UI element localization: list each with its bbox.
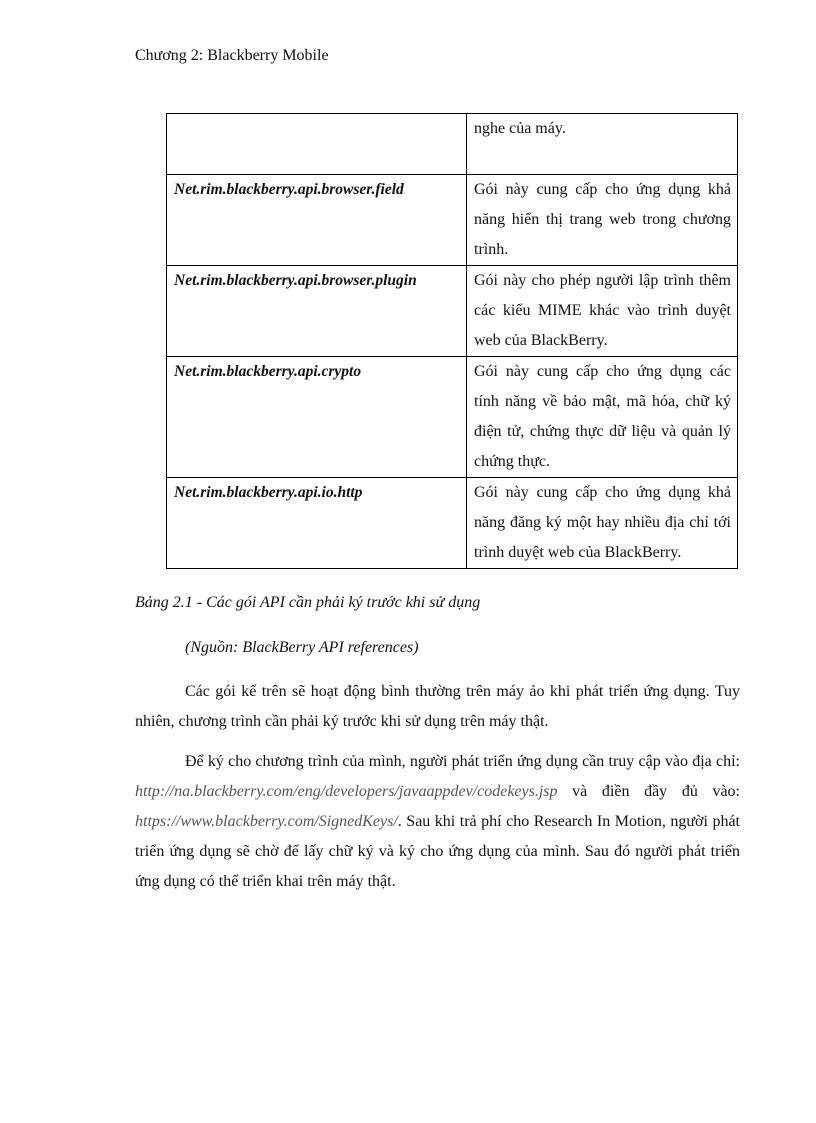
package-description-cell: Gói này cung cấp cho ứng dụng các tính năng về bảo mật, mã hóa, chữ ký điện tử, chứng thực dữ liệu và quản lý chứng thực. [467, 357, 738, 478]
paragraph-text: . Sau khi trả phí cho Research In Motion, người phát triển ứng dụng sẽ chờ để lấy chữ ký và ký cho ứng dụng của mình. Sau đó người phát triển ứng dụng có thể triển khai trên máy thật. [135, 813, 740, 890]
page-header: Chương 2: Blackberry Mobile [135, 47, 329, 64]
table-caption: Bảng 2.1 - Các gói API cần phải ký trước khi sử dụng [135, 594, 481, 611]
package-description-cell: Gói này cho phép người lập trình thêm các kiểu MIME khác vào trình duyệt web của BlackBerry. [467, 266, 738, 357]
package-name-cell: Net.rim.blackberry.api.io.http [167, 478, 467, 569]
package-name-cell: Net.rim.blackberry.api.crypto [167, 357, 467, 478]
package-description-cell: Gói này cung cấp cho ứng dụng khả năng hiển thị trang web trong chương trình. [467, 175, 738, 266]
package-description-cell: nghe của máy. [467, 114, 738, 175]
body-paragraph: Các gói kể trên sẽ hoạt động bình thường trên máy ảo khi phát triển ứng dụng. Tuy nhiên, chương trình cần phải ký trước khi sử dụng trên máy thật. [135, 683, 740, 730]
paragraph-text: Để ký cho chương trình của mình, người phát triển ứng dụng cần truy cập vào địa chỉ: [185, 753, 740, 770]
package-name-cell [167, 114, 467, 175]
table-row [167, 175, 738, 266]
table-row [167, 266, 738, 357]
paragraph-text: và điền đầy đủ vào: [557, 783, 740, 800]
table-row [167, 357, 738, 478]
signedkeys-link[interactable]: https://www.blackberry.com/SignedKeys/ [135, 813, 398, 830]
package-name-cell: Net.rim.blackberry.api.browser.field [167, 175, 467, 266]
body-paragraph-signing [135, 747, 740, 897]
package-description-cell: Gói này cung cấp cho ứng dụng khả năng đăng ký một hay nhiều địa chỉ tới trình duyệt web của BlackBerry. [467, 478, 738, 569]
api-packages-table [166, 113, 738, 569]
table-row [167, 114, 738, 175]
package-name-cell: Net.rim.blackberry.api.browser.plugin [167, 266, 467, 357]
table-row [167, 478, 738, 569]
table-source: (Nguồn: BlackBerry API references) [185, 639, 419, 656]
codekeys-link[interactable]: http://na.blackberry.com/eng/developers/javaappdev/codekeys.jsp [135, 783, 558, 800]
